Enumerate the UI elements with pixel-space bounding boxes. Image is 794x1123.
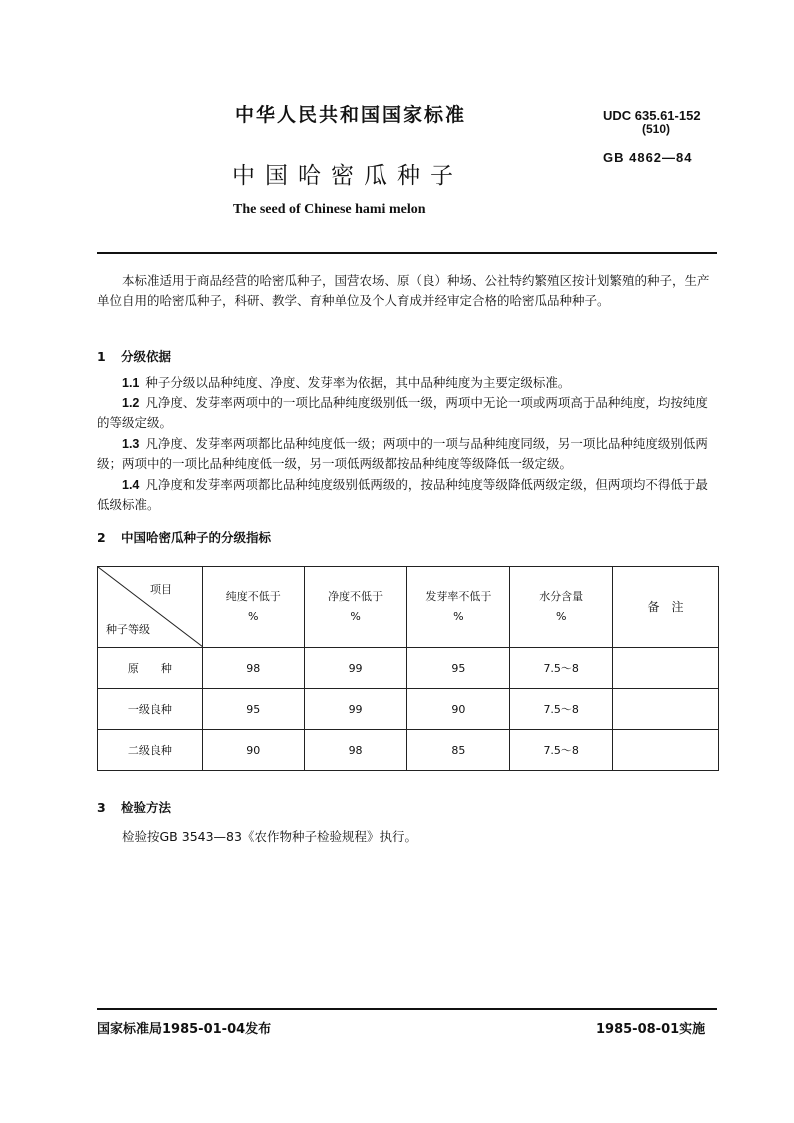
table-cell: 90 [407,689,510,730]
page-subtitle-english: The seed of Chinese hami melon [233,202,426,217]
footer-divider [97,1008,717,1010]
column-header [407,567,510,648]
clause-number: 1.1 [122,376,140,390]
column-unit: % [350,610,361,623]
clause-text: 凡净度和发芽率两项都比品种纯度级别低两级的，按品种纯度等级降低两级定级，但两项均不得低于最低级标准。 [97,477,708,512]
table-row [98,648,719,689]
clause-number: 1.4 [122,478,140,492]
table-row [98,730,719,771]
issue-date: 国家标准局1985-01-04发布 [97,1022,272,1037]
standard-organization: 中华人民共和国国家标准 [235,104,467,126]
table-cell [613,689,719,730]
diagonal-header-cell [98,567,203,648]
table-cell: 90 [202,730,304,771]
section-number: 1 [97,349,106,364]
table-cell: 95 [202,689,304,730]
column-label: 纯度不低于 [225,590,281,603]
intro-paragraph: 本标准适用于商品经营的哈密瓜种子，国营农场、原（良）种场、公社特约繁殖区按计划繁殖的种子，生产单位自用的哈密瓜种子，科研、教学、育种单位及个人育成并经审定合格的哈密瓜品种种子。 [97,273,710,308]
section-title: 检验方法 [121,800,172,815]
column-header [613,567,719,648]
column-unit: % [555,610,567,623]
section-number: 2 [97,530,106,545]
udc-subcode: (510) [642,122,671,136]
grade-cell: 一级良种 [98,689,203,730]
grade-cell: 原 种 [98,648,203,689]
table-cell: 98 [202,648,304,689]
table-cell: 7.5～8 [510,689,613,730]
column-unit: % [248,610,259,623]
header-divider [97,252,717,254]
section-2-heading [97,528,271,546]
section-title: 分级依据 [121,349,172,364]
section-title: 中国哈密瓜种子的分级指标 [121,530,272,545]
page-title: 中国哈密瓜种子 [232,163,463,189]
grading-table [97,566,719,771]
diag-bottom-label: 种子等级 [106,623,150,636]
section-3-text: 检验按GB 3543—83《农作物种子检验规程》执行。 [122,829,417,844]
clause-text: 种子分级以品种纯度、净度、发芽率为依据，其中品种纯度为主要定级标准。 [145,375,571,390]
grade-cell: 二级良种 [98,730,203,771]
diag-top-label: 项目 [150,583,172,596]
table-cell [613,730,719,771]
udc-code: UDC 635.61-152 [603,108,701,123]
clause-1-1 [97,373,719,393]
clause-1-2 [97,393,719,433]
clause-text: 凡净度、发芽率两项都比品种纯度低一级；两项中的一项与品种纯度同级，另一项比品种纯度级别低两级；两项中的一项比品种纯度低一级，另一项低两级都按品种纯度等级降低一级定级。 [97,436,708,471]
gb-number: GB 4862—84 [603,150,693,165]
column-label: 发芽率不低于 [425,590,492,603]
column-unit: % [453,610,464,623]
clause-number: 1.2 [122,396,140,410]
column-header [510,567,613,648]
clause-number: 1.3 [122,437,140,451]
column-header [304,567,407,648]
clause-text: 凡净度、发芽率两项中的一项比品种纯度级别低一级，两项中无论一项或两项高于品种纯度，均按纯度的等级定级。 [97,395,708,430]
column-header [202,567,304,648]
clause-1-4 [97,475,719,515]
table-cell: 7.5～8 [510,730,613,771]
column-label: 备 注 [647,600,684,614]
table-cell: 95 [407,648,510,689]
section-3-heading [97,798,171,816]
table-cell: 98 [304,730,407,771]
table-cell: 99 [304,689,407,730]
table-header-row [98,567,719,648]
table-row [98,689,719,730]
section-number: 3 [97,800,106,815]
effective-date: 1985-08-01实施 [596,1022,706,1037]
clause-1-3 [97,434,719,474]
column-label: 水分含量 [539,590,584,603]
table-cell: 99 [304,648,407,689]
column-label: 净度不低于 [328,590,384,603]
table-cell: 7.5～8 [510,648,613,689]
table-cell [613,648,719,689]
table-cell: 85 [407,730,510,771]
section-1-heading [97,347,171,365]
